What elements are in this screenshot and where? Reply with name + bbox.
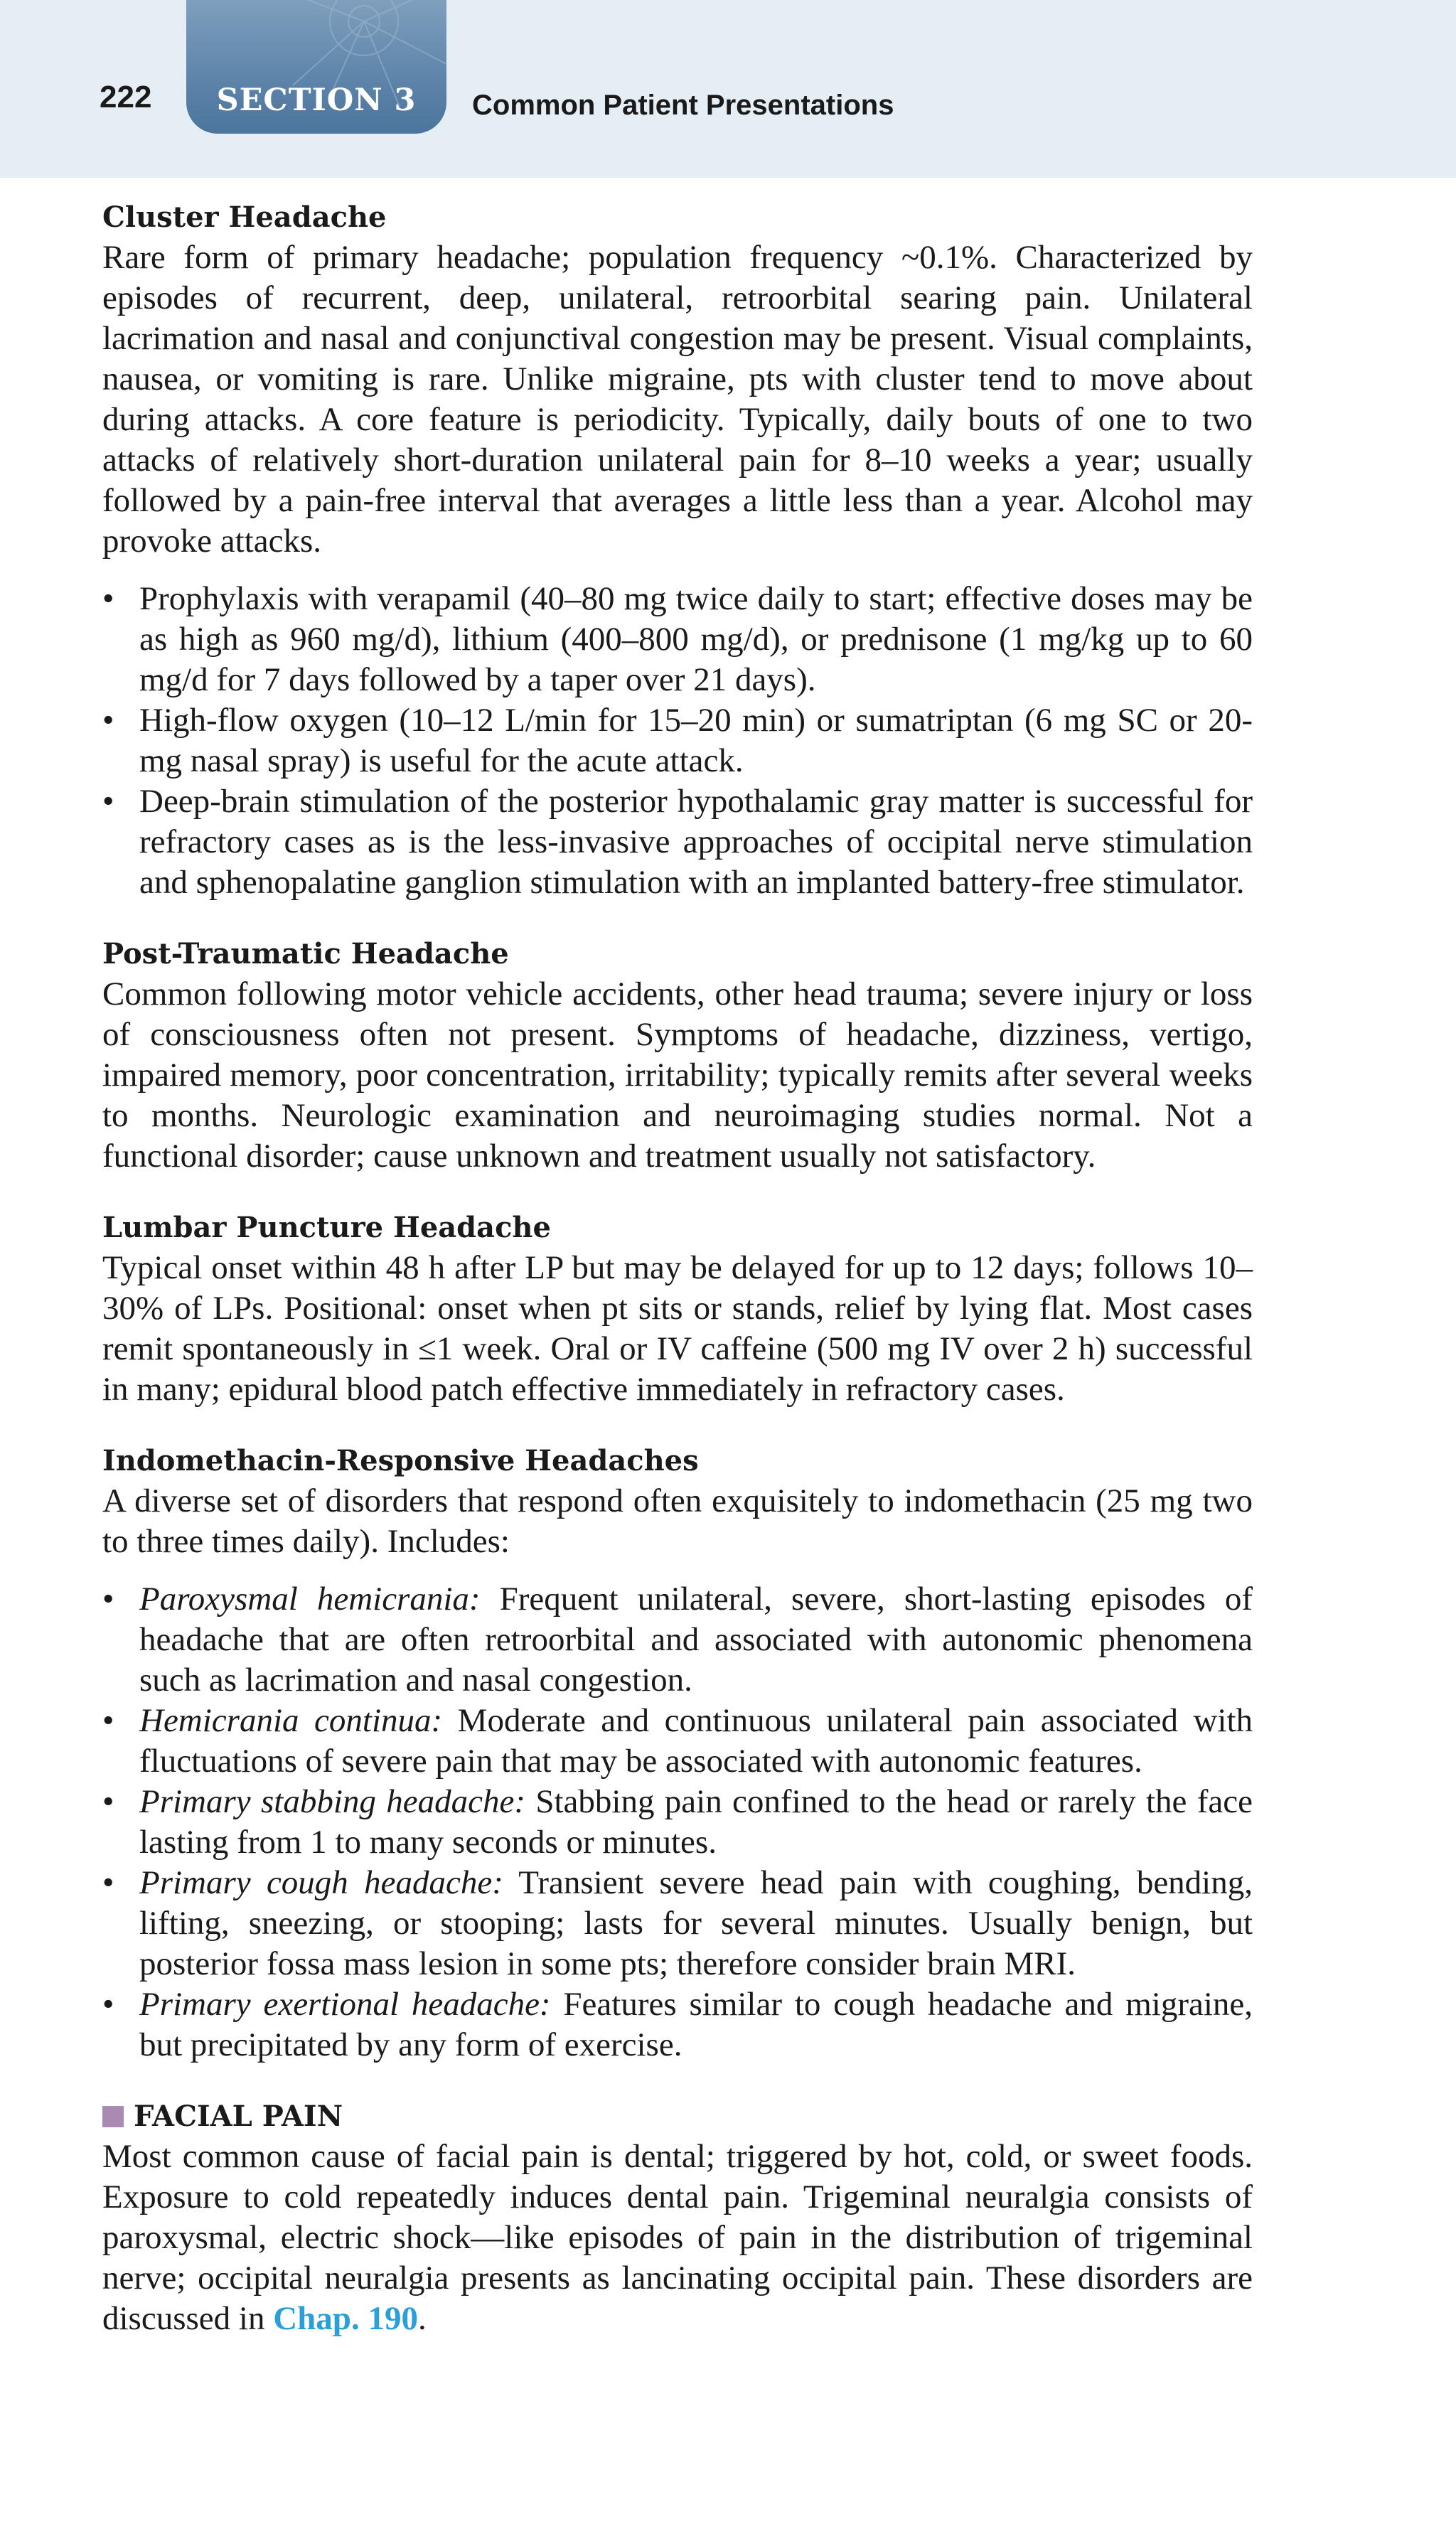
cluster-headache-section: [102, 198, 1253, 903]
facial-pain-trailing: .: [417, 2300, 427, 2337]
bullet-icon: •: [102, 783, 114, 820]
list-item: [102, 1782, 1253, 1863]
section-tab: [186, 0, 446, 134]
list-item: [102, 1863, 1253, 1984]
facial-pain-text: Most common cause of facial pain is dental; triggered by hot, cold, or sweet foods. Exposure to cold repeatedly induces dental pain. Trigeminal neuralgia consists of paroxysmal, electric shock—like episodes of pain in the distribution of trigeminal nerve; occipital neuralgia presents as lancinating occipital pain. These disorders are discussed in: [102, 2138, 1253, 2337]
cluster-headache-treatment-list: [102, 579, 1253, 903]
list-item-term: Primary stabbing headache:: [139, 1783, 525, 1820]
list-item: [102, 700, 1253, 781]
indomethacin-headaches-paragraph: A diverse set of disorders that respond often exquisitely to indomethacin (25 mg two to three times daily). Includes:: [102, 1482, 1253, 1560]
indomethacin-headaches-section: [102, 1441, 1253, 2065]
list-item-term: Primary exertional headache:: [139, 1986, 551, 2023]
post-traumatic-headache-heading: Post-Traumatic Headache: [102, 937, 509, 971]
lumbar-puncture-headache-paragraph: Typical onset within 48 h after LP but may be delayed for up to 12 days; follows 10–30% of LPs. Positional: onset when pt sits or stands, relief by lying flat. Most cases remit spontaneously in ≤1 week. Oral or IV caffeine (500 mg IV over 2 h) successful in many; epidural blood patch effective immediately in refractory cases.: [102, 1249, 1253, 1408]
page-content: [102, 198, 1253, 2370]
list-item-text: Prophylaxis with verapamil (40–80 mg twice daily to start; effective doses may be as high as 960 mg/d), lithium (400–800 mg/d), or prednisone (1 mg/kg up to 60 mg/d for 7 days followed by a taper over 21 days).: [139, 580, 1253, 698]
bullet-icon: •: [102, 1702, 114, 1739]
page-number: 222: [100, 80, 152, 114]
lumbar-puncture-headache-heading: Lumbar Puncture Headache: [102, 1211, 551, 1244]
section-title: Common Patient Presentations: [472, 90, 894, 121]
list-item-term: Primary cough headache:: [139, 1864, 503, 1901]
list-item: [102, 1579, 1253, 1701]
cluster-headache-heading: Cluster Headache: [102, 200, 387, 234]
list-item-text: Transient severe head pain with coughing, bending, lifting, sneezing, or stooping; lasts for several minutes. Usually benign, but posterior fossa mass lesion in some pts; therefore consider brain MRI.: [139, 1864, 1253, 1982]
list-item-term: Hemicrania continua:: [139, 1702, 443, 1739]
list-item: [102, 1984, 1253, 2065]
list-item-term: Paroxysmal hemicrania:: [139, 1581, 481, 1618]
list-item-text: Deep-brain stimulation of the posterior hypothalamic gray matter is successful for refractory cases as is the less-invasive approaches of occipital nerve stimulation and sphenopalatine ganglion stimulation with an implanted battery-free stimulator.: [139, 783, 1253, 901]
cluster-headache-paragraph: Rare form of primary headache; population frequency ~0.1%. Characterized by episodes of recurrent, deep, unilateral, retroorbital searing pain. Unilateral lacrimation and nasal and conjunctival congestion may be present. Visual complaints, nausea, or vomiting is rare. Unlike migraine, pts with cluster tend to move about during attacks. A core feature is periodicity. Typically, daily bouts of one to two attacks of relatively short-duration unilateral pain for 8–10 weeks a year; usually followed by a pain-free interval that averages a little less than a year. Alcohol may provoke attacks.: [102, 239, 1253, 560]
list-item-text: Frequent unilateral, severe, short-lasting episodes of headache that are often retroorbital and associated with autonomic phenomena such as lacrimation and nasal congestion.: [139, 1581, 1253, 1699]
bullet-icon: •: [102, 1986, 114, 2023]
facial-pain-heading-row: [102, 2097, 1253, 2137]
list-item-text: Features similar to cough headache and migraine, but precipitated by any form of exercise.: [139, 1986, 1253, 2063]
list-item-text: High-flow oxygen (10–12 L/min for 15–20 min) or sumatriptan (6 mg SC or 20-mg nasal spray) is useful for the acute attack.: [139, 702, 1253, 779]
bullet-icon: •: [102, 1864, 114, 1901]
facial-pain-heading: FACIAL PAIN: [134, 2100, 343, 2133]
square-bullet-icon: [102, 2106, 124, 2127]
list-item: [102, 781, 1253, 903]
chapter-reference-link[interactable]: Chap. 190: [273, 2300, 418, 2337]
post-traumatic-headache-paragraph: Common following motor vehicle accidents, other head trauma; severe injury or loss of consciousness often not present. Symptoms of headache, dizziness, vertigo, impaired memory, poor concentration, irritability; typically remits after several weeks to months. Neurologic examination and neuroimaging studies normal. Not a functional disorder; cause unknown and treatment usually not satisfactory.: [102, 975, 1253, 1175]
list-item-text: Moderate and continuous unilateral pain associated with fluctuations of severe pain that may be associated with autonomic features.: [139, 1702, 1253, 1780]
bullet-icon: •: [102, 702, 114, 739]
list-item: [102, 579, 1253, 700]
bullet-icon: •: [102, 580, 114, 617]
lumbar-puncture-headache-section: [102, 1208, 1253, 1410]
facial-pain-paragraph: [102, 2137, 1253, 2339]
list-item-text: Stabbing pain confined to the head or rarely the face lasting from 1 to many seconds or minutes.: [139, 1783, 1253, 1861]
indomethacin-headaches-list: [102, 1579, 1253, 2065]
facial-pain-section: [102, 2097, 1253, 2339]
bullet-icon: •: [102, 1581, 114, 1618]
bullet-icon: •: [102, 1783, 114, 1820]
post-traumatic-headache-section: [102, 934, 1253, 1177]
indomethacin-headaches-heading: Indomethacin-Responsive Headaches: [102, 1444, 699, 1477]
list-item: [102, 1701, 1253, 1782]
section-label: SECTION 3: [216, 82, 417, 118]
